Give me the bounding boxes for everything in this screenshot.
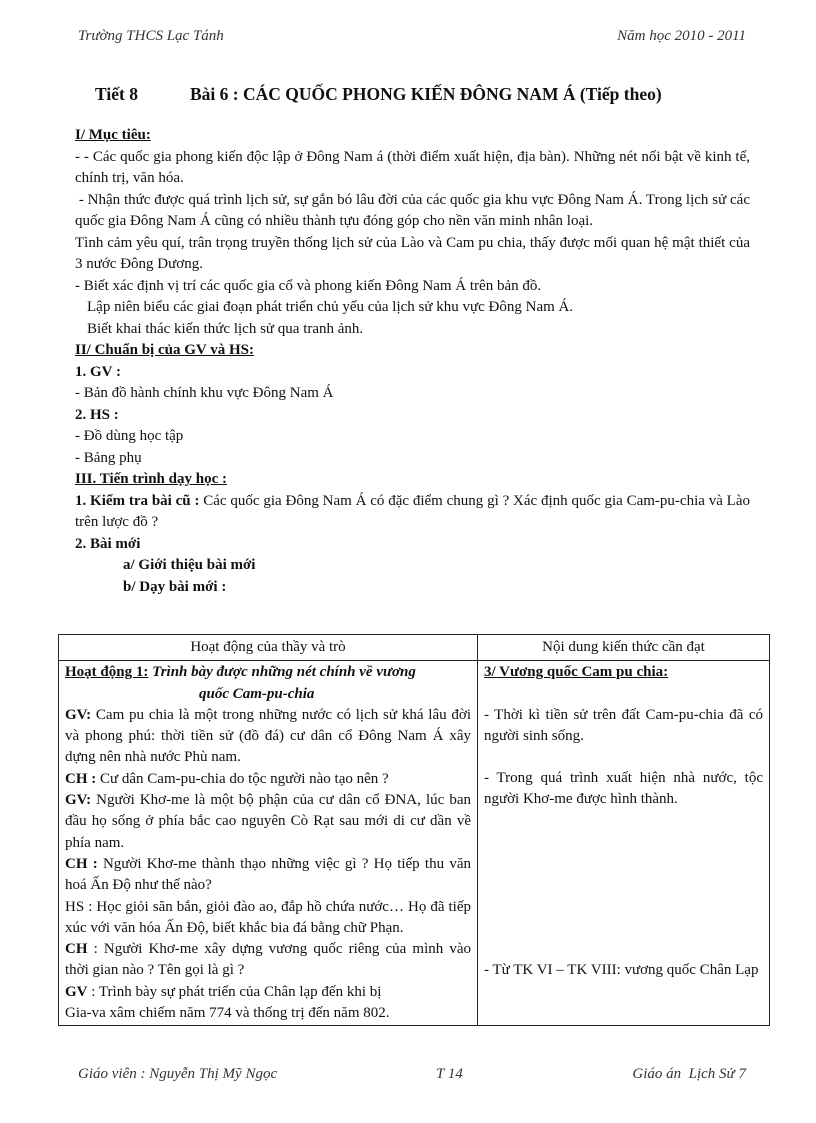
activity-title-line-2: quốc Cam-pu-chia (199, 685, 315, 702)
student-prep-item-1: - Đồ dùng học tập (75, 428, 184, 444)
lesson-title (95, 84, 662, 105)
dialogue-line: GV: Người Khơ-me là một bộ phận của cư dân cổ ĐNA, lúc ban đầu họ sống ở phía bắc cao nguyên Cò Rạt sau mới di cư dần về phía nam. (65, 792, 471, 851)
content-point-3: - Từ TK VI – TK VIII: vương quốc Chân Lạp (484, 961, 759, 978)
activity-label: Hoạt động 1: (65, 664, 149, 681)
header-school-year: Năm học 2010 - 2011 (617, 28, 746, 44)
lesson-title-text: Bài 6 : CÁC QUỐC PHONG KIẾN ĐÔNG NAM Á (Tiếp theo) (190, 84, 662, 104)
dialogue-line: CH : Người Khơ-me xây dựng vương quốc riêng của mình vào thời gian nào ? Tên gọi là gì ? (65, 941, 471, 979)
section-objectives-heading: I/ Mục tiêu: (75, 127, 151, 143)
dialogue-line: GV: Cam pu chia là một trong những nước có lịch sử khá lâu đời và phong phú: thời tiền sử (đồ đá) cư dân cổ Đông Nam Á xây dựng nên nhà nước Phù nam. (65, 706, 471, 766)
teacher-prep-item: - Bản đồ hành chính khu vực Đông Nam Á (75, 385, 334, 401)
dialogue-line: CH : Cư dân Cam-pu-chia do tộc người nào tạo nên ? (65, 770, 389, 787)
activity-heading (65, 662, 471, 683)
table-row (59, 661, 770, 1026)
content-point-2: - Trong quá trình xuất hiện nhà nước, tộc người Khơ-me được hình thành. (484, 770, 763, 808)
footer-subject: Giáo án Lịch Sử 7 (632, 1066, 746, 1082)
dialogue-line: GV : Trình bày sự phát triển của Chân lạp đến khi bị (65, 983, 382, 1000)
content-cell (478, 661, 770, 1026)
section-process-heading: III. Tiến trình dạy học : (75, 471, 227, 487)
section-preparation-heading: II/ Chuẩn bị của GV và HS: (75, 342, 254, 358)
student-prep-item-2: - Bảng phụ (75, 449, 142, 466)
review-label: 1. Kiểm tra bài cũ : (75, 492, 200, 509)
objective-paragraph-2: - Nhận thức được quá trình lịch sử, sự gắn bó lâu đời của các quốc gia khu vực Đông Nam Á. Trong lịch sử các quốc gia Đông Nam Á cũng có nhiều thành tựu đóng góp cho nền văn minh nhân loại. (75, 191, 754, 229)
student-prep-label: 2. HS : (75, 406, 119, 423)
review-text: Các quốc gia Đông Nam Á có đặc điểm chung gì ? Xác định quốc gia Cam-pu-chia và Lào trên lược đồ ? (75, 492, 750, 530)
content-point-1: - Thời kì tiền sử trên đất Cam-pu-chia đã có người sinh sống. (484, 706, 763, 744)
lesson-number: Tiết 8 (95, 84, 138, 104)
teach-new-lesson: b/ Dạy bài mới : (123, 578, 227, 595)
dialogue-line: HS : Học giỏi săn bắn, giỏi đào ao, đắp hồ chứa nước… Họ đã tiếp xúc với văn hóa Ấn Độ, biết khắc bia đá bằng chữ Phạn. (65, 898, 471, 936)
content-heading: 3/ Vương quốc Cam pu chia: (484, 664, 669, 681)
new-lesson-label: 2. Bài mới (75, 535, 141, 552)
table-header-content: Nội dung kiến thức cần đạt (478, 635, 770, 661)
objective-paragraph-6: Biết khai thác kiến thức lịch sử qua tranh ảnh. (87, 320, 364, 337)
lesson-table (58, 634, 770, 1026)
document-body (75, 125, 754, 598)
footer-page-number: T 14 (436, 1066, 463, 1082)
footer-teacher: Giáo viên : Nguyễn Thị Mỹ Ngọc (78, 1066, 278, 1082)
intro-new-lesson: a/ Giới thiệu bài mới (123, 557, 256, 573)
activity-title-line-1: Trình bày được những nét chính về vương (152, 664, 416, 681)
header-school: Trường THCS Lạc Tánh (78, 28, 224, 44)
table-header-activities: Hoạt động của thầy và trò (59, 635, 478, 661)
review-question (75, 491, 750, 534)
objective-paragraph-4: - Biết xác định vị trí các quốc gia cổ và phong kiến Đông Nam Á trên bản đồ. (75, 277, 542, 294)
objective-paragraph-3: Tình cảm yêu quí, trân trọng truyền thống lịch sử của Lào và Cam pu chia, thấy được mối quan hệ mật thiết của 3 nước Đông Dương. (75, 234, 750, 272)
activities-cell (59, 661, 478, 1026)
table-header-row (59, 635, 770, 661)
dialogue-line: CH : Người Khơ-me thành thạo những việc gì ? Họ tiếp thu văn hoá Ấn Độ như thế nào? (65, 855, 471, 894)
objective-paragraph-5: Lập niên biểu các giai đoạn phát triển chủ yếu của lịch sử khu vực Đông Nam Á. (87, 299, 574, 315)
dialogue-line: Gia-va xâm chiếm năm 774 và thống trị đến năm 802. (65, 1005, 390, 1022)
objective-paragraph-1: - - Các quốc gia phong kiến độc lập ở Đông Nam á (thời điểm xuất hiện, địa bàn). Những nét nổi bật về kinh tế, chính trị, văn hóa. (75, 148, 750, 186)
teacher-prep-label: 1. GV : (75, 363, 121, 380)
